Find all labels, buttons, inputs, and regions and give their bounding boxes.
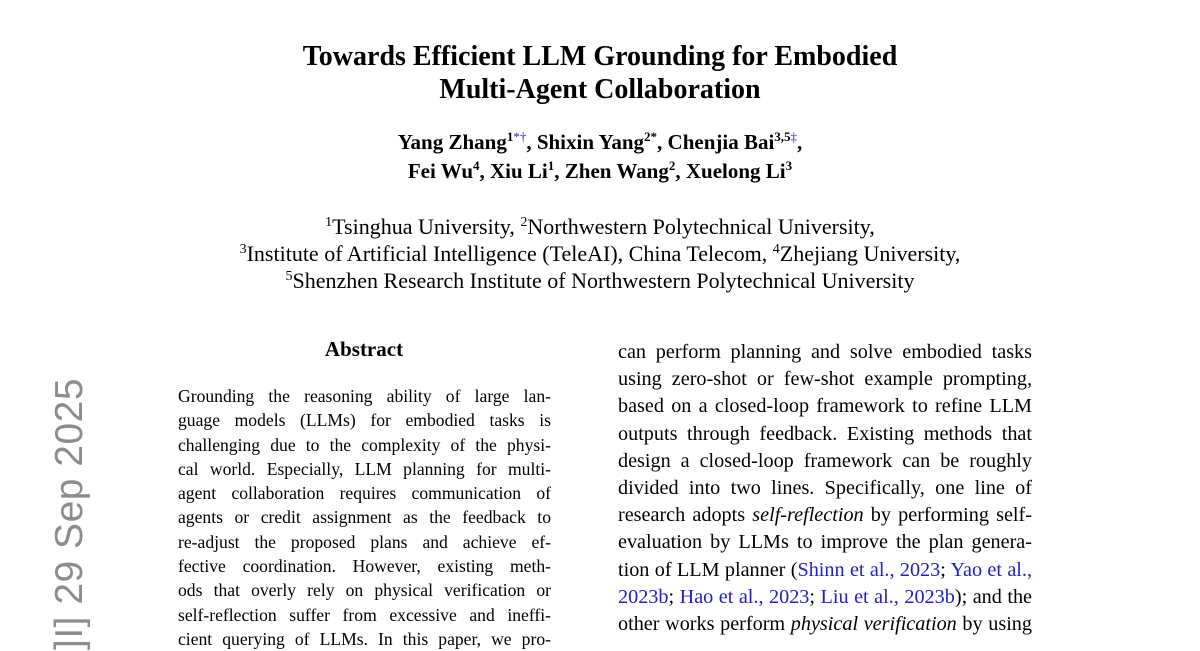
author-affil-sup: 4: [473, 158, 480, 173]
body-text: by using: [956, 613, 1032, 636]
author-separator: ,: [675, 159, 686, 183]
author-name: Chenjia Bai: [667, 130, 775, 154]
author-affil-sup: 1: [547, 158, 555, 173]
abstract-line: ods that overly rely on physical verification or: [178, 580, 551, 601]
author-separator: ,: [657, 130, 668, 154]
body-line: using zero-shot or few-shot example prompting,: [618, 368, 1032, 391]
author-separator: ,: [526, 130, 537, 154]
author-footnote-mark[interactable]: ‡: [790, 129, 798, 144]
body-text: other works perform: [618, 613, 791, 636]
citation-link-shinn[interactable]: Shinn et al., 2023: [797, 558, 941, 581]
body-line: design a closed-loop framework can be roughly: [618, 449, 1032, 472]
body-text: tion of LLM planner (: [618, 558, 798, 581]
arxiv-side-stamp: ]I] 29 Sep 2025: [48, 377, 91, 650]
author-separator: ,: [479, 159, 490, 183]
body-line: based on a closed-loop framework to refine LLM: [618, 395, 1032, 418]
body-line: can perform planning and solve embodied tasks: [618, 341, 1032, 363]
affil-text: Northwestern Polytechnical University,: [527, 214, 875, 239]
title-line-1: Towards Efficient LLM Grounding for Embodied: [302, 41, 898, 72]
body-text: research adopts: [618, 504, 753, 527]
abstract-line: Grounding the reasoning ability of large lan-: [178, 386, 551, 406]
body-line: evaluation by LLMs to improve the plan genera-: [618, 531, 1032, 554]
citation-link-yao[interactable]: Yao et al.,: [950, 558, 1033, 581]
author-affil-sup: 1: [506, 129, 514, 144]
affil-sup: 2: [520, 215, 528, 230]
emphasis-physical-verification: physical verification: [790, 613, 957, 636]
affil-text: Shenzhen Research Institute of Northwestern Polytechnical University: [292, 268, 915, 293]
affil-sup: 1: [325, 215, 333, 230]
abstract-line: cal world. Especially, LLM planning for multi-: [178, 458, 551, 479]
author-affil-sup: 2*: [644, 129, 658, 144]
body-line: tion of LLM planner (Shinn et al., 2023; Yao et al.,: [618, 558, 1033, 581]
affiliation-line-3: [150, 267, 1050, 294]
body-line: outputs through feedback. Existing methods that: [618, 422, 1032, 445]
affil-sup: 4: [772, 242, 780, 257]
citation-link-liu[interactable]: Liu et al., 2023b: [820, 585, 955, 608]
author-separator: ,: [797, 130, 803, 154]
affil-sup: 3: [239, 242, 247, 257]
author-footnote-mark[interactable]: *†: [513, 129, 527, 144]
affil-sup: 5: [285, 269, 293, 284]
body-text: ); and the: [954, 585, 1033, 608]
paper-title: [200, 40, 1000, 106]
abstract-body: [178, 384, 551, 651]
emphasis-self-reflection: self-reflection: [752, 504, 864, 527]
abstract-heading: Abstract: [324, 337, 404, 361]
author-name: Xuelong Li: [685, 159, 786, 183]
title-line-2: Multi-Agent Collaboration: [439, 74, 761, 105]
abstract-line: challenging due to the complexity of the physi-: [178, 434, 551, 455]
author-name: Shixin Yang: [536, 130, 645, 154]
body-line: divided into two lines. Specifically, one line of: [618, 477, 1032, 500]
abstract-line: self-reflection suffer from excessive and ineffi-: [178, 604, 551, 625]
author-name: Fei Wu: [407, 159, 473, 183]
author-list: [200, 128, 1000, 186]
author-affil-sup: 3,5: [774, 129, 791, 144]
body-line: [618, 502, 1032, 529]
abstract-line: fective coordination. However, existing meth-: [178, 556, 551, 577]
author-name: Xiu Li: [490, 159, 548, 183]
intro-column: [618, 339, 1032, 638]
affiliation-line-1: [150, 213, 1050, 240]
affil-text: Zhejiang University,: [779, 241, 961, 266]
author-separator: ,: [554, 159, 565, 183]
abstract-line: re-adjust the proposed plans and achieve ef-: [178, 531, 551, 552]
affiliation-line-2: [150, 240, 1050, 267]
citation-link-hao[interactable]: Hao et al., 2023: [679, 585, 810, 608]
body-line: 2023b; Hao et al., 2023; Liu et al., 2023b); and the: [618, 585, 1033, 608]
body-line: [618, 611, 1032, 638]
abstract-line: agents or credit assignment as the feedback to: [178, 507, 551, 528]
author-affil-sup: 3: [785, 158, 793, 173]
affiliations: [150, 213, 1050, 294]
abstract-line: guage models (LLMs) for embodied tasks is: [178, 410, 551, 431]
citation-link-yao-year[interactable]: 2023b: [618, 585, 669, 608]
author-line-2: [200, 157, 1000, 186]
affil-text: Institute of Artificial Intelligence (TeleAI), China Telecom,: [246, 241, 773, 266]
abstract-line: cient querying of LLMs. In this paper, we pro-: [178, 628, 551, 649]
body-text: by performing self-: [863, 504, 1032, 527]
author-affil-sup: 2: [668, 158, 676, 173]
author-line-1: [200, 128, 1000, 157]
author-name: Zhen Wang: [564, 159, 669, 183]
affil-text: Tsinghua University,: [332, 214, 521, 239]
abstract-line: agent collaboration requires communication of: [178, 483, 551, 504]
author-name: Yang Zhang: [397, 130, 507, 154]
